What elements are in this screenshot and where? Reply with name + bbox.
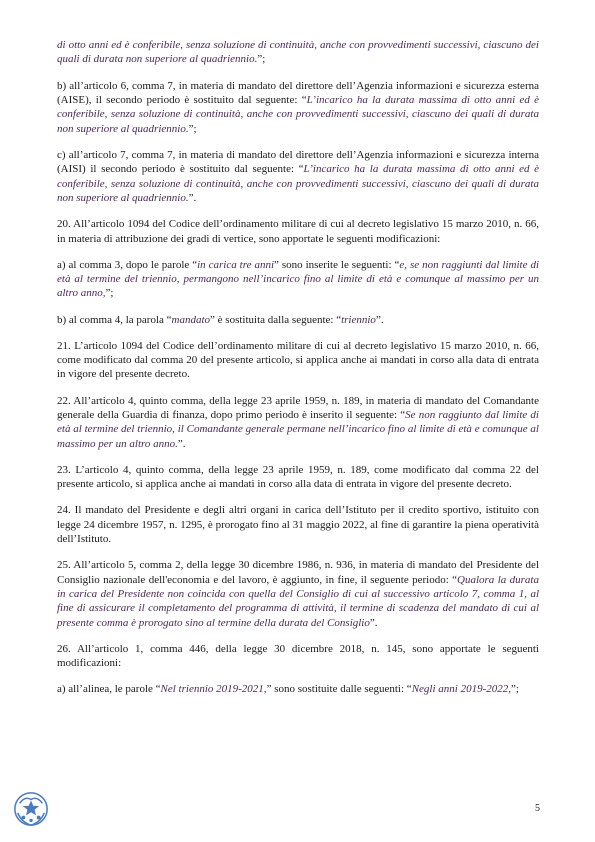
page-number: 5 — [535, 803, 540, 814]
paragraph-26 — [57, 642, 539, 671]
italic-text: triennio — [341, 313, 376, 326]
italic-text: di otto anni ed è conferibile, senza soluzione di continuità, anche con provvedimenti successivi, ciascuno dei quali di durata non superiore al quadriennio. — [57, 39, 539, 66]
text: ”; — [105, 287, 114, 300]
text: 21. L’articolo 1094 del Codice dell’ordinamento militare di cui al decreto legislativo 15 marzo 2010, n. 66, come modificato dal comma 20 del presente articolo, si applica anche ai mandati in corso alla data di entrata in vigore del presente decreto. — [57, 339, 539, 381]
text: b) all’articolo 6, comma 7, in materia di mandato del direttore dell’Agenzia informazioni e sicurezza esterna (AISE), il secondo periodo è sostituito dal seguente: “ — [57, 79, 539, 106]
text: 22. All’articolo 4, quinto comma, della legge 23 aprile 1959, n. 189, in materia di mandato del Comandante generale della Guardia di finanza, dopo primo periodo è inserito il seguente: “ — [57, 394, 539, 421]
paragraph-26-a — [57, 682, 539, 696]
paragraph-20 — [57, 217, 539, 246]
text: ”. — [188, 192, 197, 205]
paragraph-21 — [57, 339, 539, 382]
text: a) all’alinea, le parole “ — [57, 683, 161, 696]
italic-text: Nel triennio 2019-2021, — [160, 683, 267, 696]
document-body — [57, 38, 539, 709]
text: c) all’articolo 7, comma 7, in materia di mandato del direttore dell’Agenzia informazioni e sicurezza interna (AISI) il secondo periodo è sostituito dal seguente: “ — [57, 148, 539, 176]
text: 23. L’articolo 4, quinto comma, della legge 23 aprile 1959, n. 189, come modificato dal comma 22 del presente articolo, si applica anche ai mandati in corso alla data di entrata in vigore del presente decreto. — [57, 463, 539, 491]
text: ”. — [177, 437, 186, 450]
text: a) al comma 3, dopo le parole “ — [57, 258, 198, 271]
paragraph-c-aisi — [57, 148, 539, 206]
italian-republic-emblem-icon — [12, 790, 50, 828]
text: ” sono sostituite dalle seguenti: “ — [266, 683, 412, 696]
italic-text: e, se non raggiunti dal limite di età al termine del triennio, permangono nell’incarico fino al limite di età e comunque al massimo per un altro anno, — [57, 258, 539, 300]
text: ”. — [375, 313, 384, 326]
text: 25. All’articolo 5, comma 2, della legge 30 dicembre 1986, n. 936, in materia di mandato del Presidente del Consiglio nazionale dell'economia e del lavoro, è aggiunto, in fine, il seguente periodo: “ — [57, 559, 539, 586]
paragraph-22 — [57, 394, 539, 452]
paragraph-25 — [57, 558, 539, 630]
text: ” sono inserite le seguenti: “ — [274, 258, 400, 271]
text: b) al comma 4, la parola “ — [57, 313, 172, 326]
text: ”. — [369, 616, 378, 629]
italic-text: in carica tre anni — [197, 258, 274, 271]
paragraph-23 — [57, 463, 539, 492]
text: ” è sostituita dalla seguente: “ — [210, 313, 342, 326]
italic-text: Negli anni 2019-2022, — [411, 683, 511, 696]
text: 26. All’articolo 1, comma 446, della legge 30 dicembre 2018, n. 145, sono apportate le seguenti modificazioni: — [57, 642, 539, 670]
text: ”; — [511, 683, 519, 696]
text: ”; — [188, 122, 197, 135]
paragraph-20-b — [57, 313, 539, 327]
text: 24. Il mandato del Presidente e degli altri organi in carica dell’Istituto per il credito sportivo, istituito con legge 24 dicembre 1957, n. 1295, è prorogato fino al 31 maggio 2022, al fine di garantire la piena operatività dell’Istituto. — [57, 504, 539, 546]
paragraph-b-aise — [57, 79, 539, 137]
text: 20. All’articolo 1094 del Codice dell’ordinamento militare di cui al decreto legislativo 15 marzo 2010, n. 66, in materia di attribuzione dei gradi di vertice, sono apportate le seguenti modificazioni: — [57, 218, 539, 245]
italic-text: L’incarico ha la durata massima di otto anni ed è conferibile, senza soluzione di continuità, anche con provvedimenti successivi, ciascuno dei quali di durata non superiore al quadriennio. — [57, 163, 540, 205]
paragraph-24 — [57, 503, 539, 546]
italic-text: mandato — [171, 313, 211, 326]
text: ”; — [257, 53, 266, 66]
paragraph-20-a — [57, 258, 539, 301]
italic-text: L’incarico ha la durata massima di otto anni ed è conferibile, senza soluzione di continuità, anche con provvedimenti successivi, ciascuno dei quali di durata non superiore al quadriennio. — [57, 93, 539, 135]
italic-text: Qualora la durata in carica del Presidente non coincida con quella del Consiglio di cui al successivo articolo 7, comma 1, al fine di assicurare il completamento del programma di attività, il termine di scadenza del mandato di cui al presente comma è prorogato sino al termine della durata del Consiglio — [57, 573, 539, 629]
italic-text: Se non raggiunto dal limite di età al termine del triennio, il Comandante generale permane nell’incarico fino al limite di età e comunque al massimo per un altro anno. — [57, 408, 539, 450]
paragraph-continuation — [57, 38, 539, 67]
